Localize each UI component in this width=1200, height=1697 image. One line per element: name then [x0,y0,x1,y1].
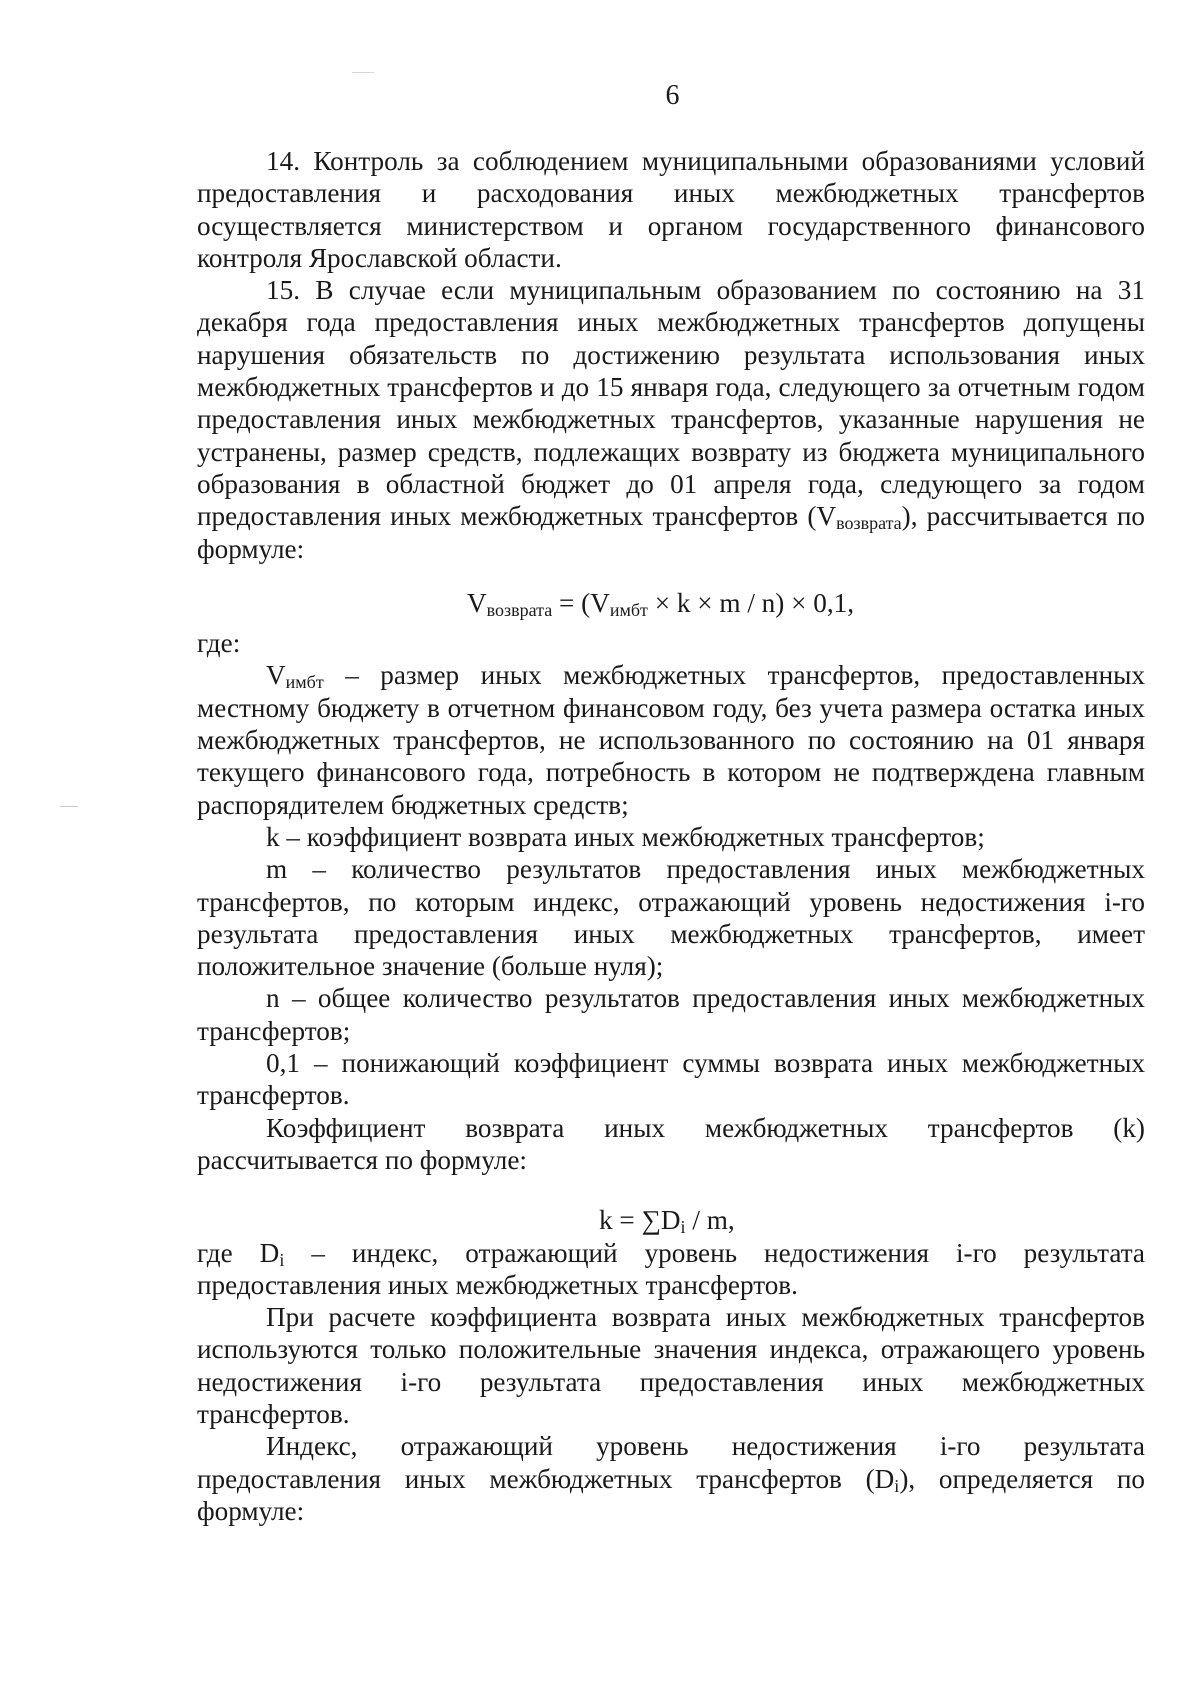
formula-symbol-v: V [467,587,487,618]
definition-vimbt [197,659,1145,820]
paragraph-15-tail: ), рассчитывается по формуле: [197,501,1145,564]
paragraph-15-text: 15. В случае если муниципальным образованием по состоянию на 31 декабря года предоставления иных межбюджетных трансфертов допущены нарушения обязательств по достижению результата использования иных межбюджетных трансфертов и до 15 января года, следующего за отчетным годом предоставления иных межбюджетных трансфертов, указанные нарушения не устранены, размер средств, подлежащих возврату из бюджета муниципального образования в областной бюджет до 01 апреля года, следующего за годом предоставления иных межбюджетных трансфертов ( [197,275,1145,532]
definition-di-head: где D [197,1237,280,1268]
document-body [197,145,1145,1527]
where-label: где: [197,628,241,659]
definition-n: n – общее количество результатов предоставления иных межбюджетных трансфертов; [197,983,1145,1046]
page-number: 6 [665,80,680,111]
formula-middle: = (V [552,587,610,618]
formula-subscript: i [680,1217,686,1238]
definition-di [197,1237,1145,1302]
definition-k: k – коэффициент возврата иных межбюджетных трансфертов; [266,821,985,852]
positive-values-note: При расчете коэффициента возврата иных межбюджетных трансфертов используются только положительные значения индекса, отражающего уровень недостижения i-го результата предоставления иных межбюджетных трансфертов. [197,1302,1145,1429]
subscript: i [279,1249,285,1270]
formula-subscript: имбт [609,599,648,620]
formula-k [197,1204,1145,1236]
di-intro-tail: ), определяется по формуле: [197,1463,1145,1526]
paragraph-14: 14. Контроль за соблюдением муниципальными образованиями условий предоставления и расходования иных межбюджетных трансфертов осуществляется министерством и органом государственного финансового контроля Ярославской области. [197,146,1145,273]
formula-k-head: k = ∑D [599,1205,681,1236]
definition-di-tail: – индекс, отражающий уровень недостижения i-го результата предоставления иных межбюджетных трансфертов. [197,1237,1145,1300]
definition-m: m – количество результатов предоставления иных межбюджетных трансфертов, по которым индекс, отражающий уровень недостижения i-го результата предоставления иных межбюджетных трансфертов, имеет положительное значение (больше нуля); [197,854,1145,982]
formula-return-amount [197,587,1145,619]
definition-coefficient: 0,1 – понижающий коэффициент суммы возврата иных межбюджетных трансфертов. [197,1048,1145,1111]
definition-vimbt-text: – размер иных межбюджетных трансфертов, предоставленных местному бюджету в отчетном финансовом году, без учета размера остатка иных межбюджетных трансфертов, не использованного по состоянию на 01 января текущего финансового года, потребность в котором не подтверждена главным распорядителем бюджетных средств; [197,660,1145,820]
scan-artifact [60,806,78,807]
paragraph-15 [197,274,1145,565]
scan-artifact [352,72,374,73]
formula-subscript: возврата [486,599,553,620]
subscript: i [894,1475,900,1496]
subscript: имбт [285,672,324,693]
formula-tail: × k × m / n) × 0,1, [647,587,855,618]
formula-k-tail: / m, [685,1205,735,1236]
subscript: возврата [836,513,902,534]
di-intro-head: Индекс, отражающий уровень недостижения i-го результата предоставления иных межбюджетных трансфертов (D [197,1431,1145,1494]
di-intro [197,1430,1145,1527]
k-intro: Коэффициент возврата иных межбюджетных трансфертов (k) рассчитывается по формуле: [197,1112,1145,1175]
symbol-v: V [816,501,837,532]
symbol-v: V [266,660,286,691]
